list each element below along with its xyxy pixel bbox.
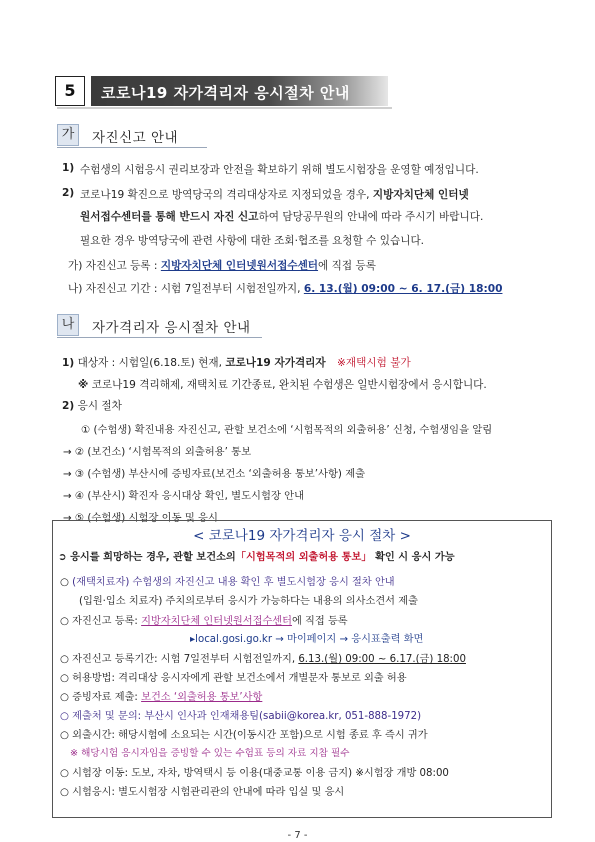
sub-b-marker: 나 bbox=[57, 314, 79, 336]
step-4: → ④ (부산시) 확진자 응시대상 확인, 별도시험장 안내 bbox=[63, 490, 305, 502]
sub-a-p1-text: 수험생의 시험응시 권리보장과 안전을 확보하기 위해 별도시험장을 운영할 예정입니다. bbox=[80, 164, 479, 176]
sub-a-item-na-label: 자진신고 기간 : 시험 7일전부터 시험전일까지, bbox=[85, 283, 301, 295]
box-line-7-text: 외출시간: 해당시험에 소요되는 시간(이동시간 포함)으로 시험 종료 후 즉시 귀가 bbox=[72, 730, 428, 741]
sub-a-item-ga-num: 가) bbox=[68, 260, 83, 272]
bullet-icon: ○ bbox=[60, 673, 69, 684]
box-line-8 bbox=[60, 764, 449, 779]
box-line-3 bbox=[60, 650, 466, 665]
sub-b-p1-label: 대상자 : 시험일(6.18.토) 현재, bbox=[77, 357, 222, 369]
box-line-3-period: 6.13.(월) 09:00 ~ 6.17.(금) 18:00 bbox=[298, 654, 466, 665]
sub-a-p2-line1 bbox=[80, 187, 469, 202]
box-line-7-note: ※ 해당시험 응시자임을 증빙할 수 있는 수험표 등의 자료 지참 필수 bbox=[70, 748, 350, 759]
sub-a-p2-line2 bbox=[80, 209, 483, 224]
step-5: → ⑤ (수험생) 시험장 이동 및 응시 bbox=[63, 512, 218, 524]
sub-b-p1-sub bbox=[78, 377, 487, 392]
box-line-1 bbox=[60, 573, 395, 588]
box-line-1b: (입원·입소 치료자) 주치의로부터 응시가 가능하다는 내용의 의사소견서 제출 bbox=[79, 596, 418, 607]
sub-a-p2-num: 2) bbox=[62, 187, 75, 199]
registration-period: 6. 13.(월) 09:00 ~ 6. 17.(금) 18:00 bbox=[303, 283, 503, 295]
triangle-icon: ▸ bbox=[190, 634, 196, 645]
page-number: - 7 - bbox=[287, 830, 308, 841]
sub-a-p3-text: 필요한 경우 방역당국에 관련 사항에 대한 조회·협조를 요청할 수 있습니다. bbox=[80, 235, 425, 247]
sub-a-marker: 가 bbox=[57, 124, 79, 146]
box-line-6 bbox=[60, 707, 421, 722]
sub-b-p1-note: ※재택시험 불가 bbox=[337, 357, 411, 369]
sub-a-p1-num: 1) bbox=[62, 162, 75, 174]
bullet-icon: ○ bbox=[60, 577, 69, 588]
sub-b-p1-bold: 코로나19 자가격리자 bbox=[225, 357, 326, 369]
box-line-7 bbox=[60, 726, 428, 741]
box-line-6-text: 제출처 및 문의: 부산시 인사과 인재채용팀(sabii@korea.kr, 051-888-1972) bbox=[72, 711, 422, 722]
sub-a-underline bbox=[57, 147, 207, 148]
sub-b-p1-sub-text: 코로나19 격리해제, 재택치료 기간종료, 완치된 수험생은 일반시험장에서 응시합니다. bbox=[91, 379, 487, 391]
sub-b-p2-num: 2) bbox=[62, 400, 75, 412]
sub-a-item-na bbox=[68, 281, 502, 296]
box-line-2-link[interactable]: 지방자치단체 인터넷원서접수센터 bbox=[141, 616, 292, 627]
box-line-5 bbox=[60, 688, 262, 703]
box-line-2-label: 자진신고 등록: bbox=[72, 616, 138, 627]
bullet-icon: ○ bbox=[60, 730, 69, 741]
local-gosi-link[interactable]: 지방자치단체 인터넷원서접수센터 bbox=[160, 260, 319, 272]
box-lead-c: 확인 시 응시 가능 bbox=[375, 552, 455, 563]
box-line-8-text: 시험장 이동: 도보, 자차, 방역택시 등 이용(대중교통 이용 금지) ※시험장 개방 08:00 bbox=[72, 768, 449, 779]
box-line-2 bbox=[60, 612, 348, 627]
sub-b-p1-num: 1) bbox=[62, 357, 75, 369]
arrow-icon: ➲ bbox=[58, 552, 67, 563]
box-line-2-tail: 에 직접 등록 bbox=[291, 616, 348, 627]
box-line-1-text: (재택치료자) 수험생의 자진신고 내용 확인 후 별도시험장 응시 절차 안내 bbox=[72, 577, 395, 588]
section-divider bbox=[57, 107, 392, 109]
sub-b-p2-label: 응시 절차 bbox=[77, 400, 122, 412]
box-line-3-label: 자진신고 등록기간: 시험 7일전부터 시험전일까지, bbox=[72, 654, 296, 665]
box-lead-a: 응시를 희망하는 경우, 관할 보건소의 bbox=[70, 552, 236, 563]
sub-a-p2-bold-b: 원서접수센터를 통해 반드시 자진 신고 bbox=[80, 211, 259, 223]
step-1: ① (수험생) 확진내용 자진신고, 관할 보건소에 ‘시험목적의 외출허용’ 신청, 수험생임을 알림 bbox=[81, 424, 493, 436]
bullet-icon: ○ bbox=[60, 711, 69, 722]
box-line-4 bbox=[60, 669, 407, 684]
sub-b-p2 bbox=[62, 398, 122, 413]
section-title: 코로나19 자가격리자 응시절차 안내 bbox=[101, 84, 350, 102]
sub-a-item-ga bbox=[68, 258, 376, 273]
sub-a-p2-bold-a: 지방자치단체 인터넷 bbox=[372, 189, 469, 201]
section-number: 5 bbox=[55, 76, 85, 106]
box-lead bbox=[58, 548, 455, 563]
box-line-2-sub-text: local.gosi.go.kr → 마이페이지 → 응시표출력 화면 bbox=[195, 634, 424, 645]
bullet-icon: ○ bbox=[60, 768, 69, 779]
bullet-icon: ○ bbox=[60, 654, 69, 665]
sub-b-p1-sub-mark: ※ bbox=[78, 379, 89, 391]
sub-a-item-ga-tail: 에 직접 등록 bbox=[318, 260, 376, 272]
sub-b-underline bbox=[57, 337, 262, 338]
box-line-5-link: 보건소 ‘외출허용 통보’사항 bbox=[141, 692, 263, 703]
box-line-5-label: 증빙자료 제출: bbox=[72, 692, 138, 703]
box-line-9-text: 시험응시: 별도시험장 시험관리관의 안내에 따라 입실 및 응시 bbox=[72, 787, 345, 798]
step-3: → ③ (수험생) 부산시에 증빙자료(보건소 ‘외출허용 통보’사항) 제출 bbox=[63, 468, 366, 480]
box-line-2-sub bbox=[190, 630, 423, 645]
sub-a-item-na-num: 나) bbox=[68, 283, 83, 295]
bullet-icon: ○ bbox=[60, 787, 69, 798]
sub-a-p2-text-b: 하여 담당공무원의 안내에 따라 주시기 바랍니다. bbox=[258, 211, 484, 223]
sub-a-title: 자진신고 안내 bbox=[92, 130, 179, 146]
sub-a-item-ga-label: 자진신고 등록 : bbox=[85, 260, 158, 272]
sub-b-p1 bbox=[62, 355, 411, 370]
box-line-4-text: 허용방법: 격리대상 응시자에게 관할 보건소에서 개별문자 통보로 외출 허용 bbox=[72, 673, 407, 684]
bullet-icon: ○ bbox=[60, 616, 69, 627]
step-2: → ② (보건소) ‘시험목적의 외출허용’ 통보 bbox=[63, 446, 252, 458]
sub-b-title: 자가격리자 응시절차 안내 bbox=[92, 320, 251, 336]
box-lead-b: 「시험목적의 외출허용 통보」 bbox=[235, 552, 372, 563]
sub-a-p2-text-a: 코로나19 확진으로 방역당국의 격리대상자로 지정되었을 경우, bbox=[80, 189, 370, 201]
procedure-box-title: < 코로나19 자가격리자 응시 절차 > bbox=[193, 528, 411, 544]
box-line-9 bbox=[60, 783, 344, 798]
bullet-icon: ○ bbox=[60, 692, 69, 703]
